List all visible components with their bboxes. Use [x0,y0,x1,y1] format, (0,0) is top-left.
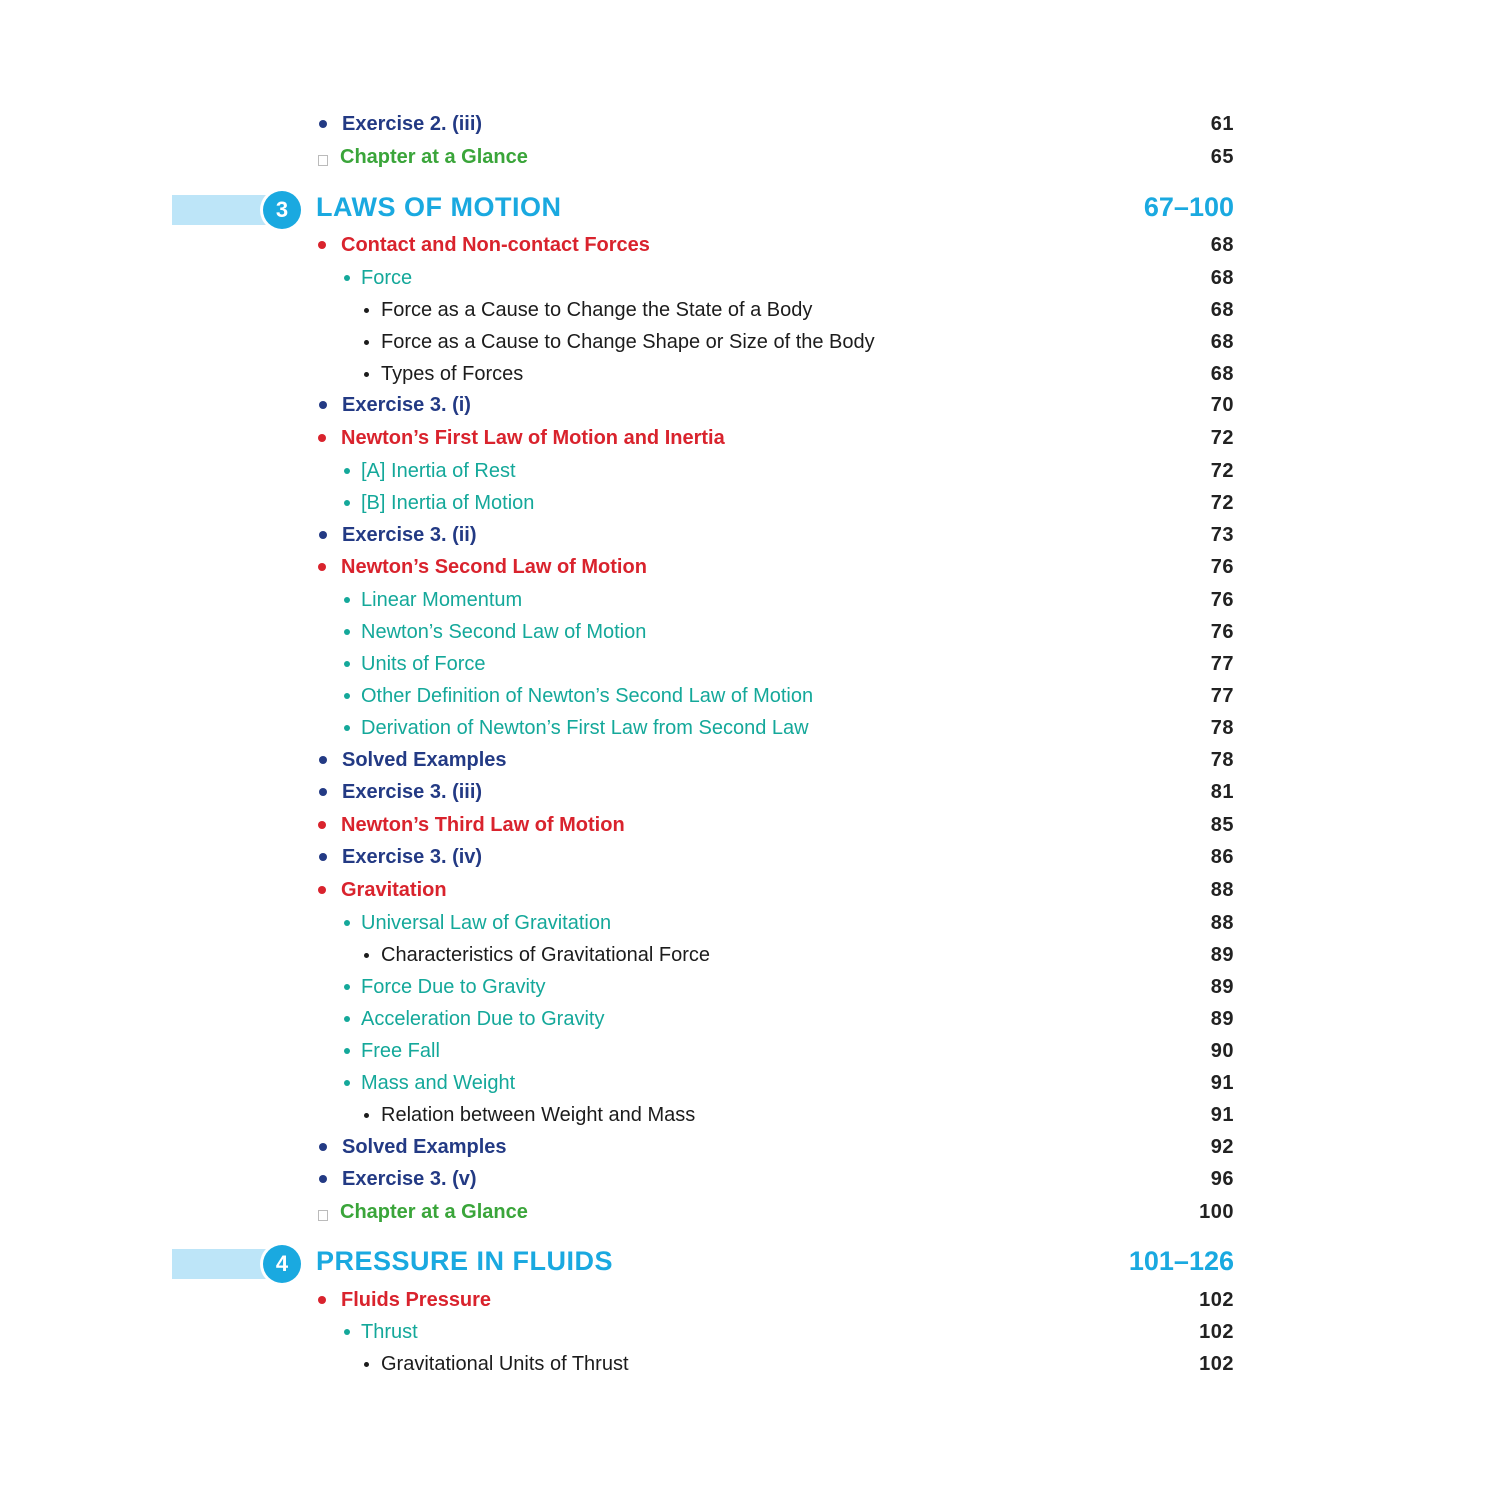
bullet-icon [319,853,327,861]
entry-title: Force [361,266,413,289]
bullet-icon [319,1143,327,1151]
page-number: 100 [1199,1200,1234,1223]
page-number: 68 [1210,233,1234,256]
glance-icon [318,1210,328,1221]
toc-entry [316,778,1234,806]
page-number: 78 [1210,748,1234,771]
bullet-icon [318,886,326,894]
page-number: 102 [1199,1352,1234,1375]
bullet-icon [344,725,350,731]
entry-title: Exercise 2. (iii) [342,112,483,135]
entry-title: Exercise 3. (v) [342,1167,477,1190]
bullet-icon [318,563,326,571]
toc-entry [316,746,1234,774]
chapter-title: LAWS OF MOTION [316,192,562,222]
bullet-icon [319,401,327,409]
page-number: 96 [1210,1167,1234,1190]
page-number: 77 [1210,652,1234,675]
page-number: 102 [1199,1288,1234,1311]
page-number: 88 [1210,911,1234,934]
toc-entry [316,1069,1234,1097]
bullet-icon [318,1296,326,1304]
toc-entry [316,1286,1234,1314]
toc-entry [316,1037,1234,1065]
entry-title: Gravitation [341,878,447,901]
page-number: 72 [1210,426,1234,449]
bullet-icon [344,1048,350,1054]
entry-title: Types of Forces [381,362,524,385]
entry-title: Relation between Weight and Mass [381,1103,696,1126]
entry-title: Linear Momentum [361,588,523,611]
toc-entry [316,1318,1234,1346]
bullet-icon [344,693,350,699]
page-number: 72 [1210,491,1234,514]
toc-entry [316,1005,1234,1033]
bullet-icon [319,756,327,764]
entry-title: Force Due to Gravity [361,975,546,998]
toc-entry [316,586,1234,614]
entry-title: Characteristics of Gravitational Force [381,943,711,966]
entry-title: Gravitational Units of Thrust [381,1352,629,1375]
page-number: 90 [1210,1039,1234,1062]
entry-title: Derivation of Newton’s First Law from Second Law [361,716,809,739]
bullet-icon [319,788,327,796]
toc-entry [316,909,1234,937]
toc-entry [316,489,1234,517]
entry-title: Force as a Cause to Change Shape or Size of the Body [381,330,875,353]
page-number: 78 [1210,716,1234,739]
toc-entry [316,1350,1234,1378]
toc-entry [316,231,1234,259]
page-number: 76 [1210,588,1234,611]
entry-title: Newton’s Second Law of Motion [341,555,647,578]
bullet-icon [344,661,350,667]
chapter-page-range: 101–126 [1128,1246,1234,1276]
toc-entry [316,110,1234,138]
toc-entry [316,811,1234,839]
entry-title: Solved Examples [342,1135,507,1158]
entry-title: Force as a Cause to Change the State of a Body [381,298,813,321]
page-number: 88 [1210,878,1234,901]
toc-entry [316,143,1234,171]
page-number: 89 [1210,943,1234,966]
entry-title: Newton’s Second Law of Motion [361,620,647,643]
chapter-number: 3 [263,191,301,229]
bullet-icon [319,531,327,539]
page-number: 89 [1210,975,1234,998]
page-number: 61 [1210,112,1234,135]
toc-entry [316,682,1234,710]
page-number: 92 [1210,1135,1234,1158]
page-number: 91 [1210,1071,1234,1094]
page-number: 77 [1210,684,1234,707]
toc-entry [316,941,1234,969]
entry-title: Newton’s Third Law of Motion [341,813,625,836]
bullet-icon [344,468,350,474]
entry-title: Exercise 3. (iv) [342,845,483,868]
bullet-icon [319,1175,327,1183]
entry-title: Newton’s First Law of Motion and Inertia [341,426,725,449]
chapter-heading [0,1242,1234,1286]
page-number: 68 [1210,362,1234,385]
page-number: 72 [1210,459,1234,482]
toc-entry [316,521,1234,549]
page-number: 76 [1210,620,1234,643]
toc-entry [316,1165,1234,1193]
page-number: 91 [1210,1103,1234,1126]
toc-entry [316,876,1234,904]
bullet-icon [364,1113,369,1118]
chapter-page-range: 67–100 [1143,192,1234,222]
page-number: 102 [1199,1320,1234,1343]
page-number: 89 [1210,1007,1234,1030]
bullet-icon [318,241,326,249]
bullet-icon [364,1362,369,1367]
entry-title: Acceleration Due to Gravity [361,1007,605,1030]
toc-entry [316,457,1234,485]
page-number: 76 [1210,555,1234,578]
entry-title: Exercise 3. (ii) [342,523,477,546]
entry-title: Other Definition of Newton’s Second Law of Motion [361,684,814,707]
toc-entry [316,1133,1234,1161]
page-number: 68 [1210,266,1234,289]
entry-title: Exercise 3. (i) [342,393,471,416]
entry-title: Units of Force [361,652,486,675]
bullet-icon [319,120,327,128]
entry-title: [A] Inertia of Rest [361,459,516,482]
entry-title: Solved Examples [342,748,507,771]
page-number: 65 [1210,145,1234,168]
bullet-icon [364,340,369,345]
bullet-icon [344,597,350,603]
bullet-icon [318,821,326,829]
bullet-icon [344,1329,350,1335]
toc-entry [316,328,1234,356]
toc-entry [316,296,1234,324]
entry-title: Universal Law of Gravitation [361,911,612,934]
toc-entry [316,360,1234,388]
page-number: 85 [1210,813,1234,836]
page-number: 68 [1210,330,1234,353]
bullet-icon [344,984,350,990]
glance-icon [318,155,328,166]
page-number: 81 [1210,780,1234,803]
chapter-title: PRESSURE IN FLUIDS [316,1246,614,1276]
toc-entry [316,553,1234,581]
page-number: 73 [1210,523,1234,546]
entry-title: Fluids Pressure [341,1288,492,1311]
page-number: 70 [1210,393,1234,416]
bullet-icon [364,953,369,958]
chapter-number: 4 [263,1245,301,1283]
entry-title: Thrust [361,1320,418,1343]
page-number: 68 [1210,298,1234,321]
page-number: 86 [1210,845,1234,868]
bullet-icon [344,920,350,926]
toc-entry [316,714,1234,742]
toc-entry [316,424,1234,452]
entry-title: [B] Inertia of Motion [361,491,535,514]
toc-entry [316,1198,1234,1226]
bullet-icon [344,500,350,506]
entry-title: Chapter at a Glance [340,145,528,168]
bullet-icon [344,629,350,635]
entry-title: Free Fall [361,1039,440,1062]
toc-entry [316,973,1234,1001]
toc-entry [316,650,1234,678]
chapter-heading [0,188,1234,232]
bullet-icon [344,1080,350,1086]
bullet-icon [364,308,369,313]
entry-title: Contact and Non-contact Forces [341,233,650,256]
toc-entry [316,843,1234,871]
bullet-icon [344,275,350,281]
toc-entry [316,391,1234,419]
toc-entry [316,1101,1234,1129]
bullet-icon [318,434,326,442]
bullet-icon [344,1016,350,1022]
toc-entry [316,618,1234,646]
entry-title: Mass and Weight [361,1071,516,1094]
bullet-icon [364,372,369,377]
entry-title: Chapter at a Glance [340,1200,528,1223]
toc-entry [316,264,1234,292]
entry-title: Exercise 3. (iii) [342,780,483,803]
